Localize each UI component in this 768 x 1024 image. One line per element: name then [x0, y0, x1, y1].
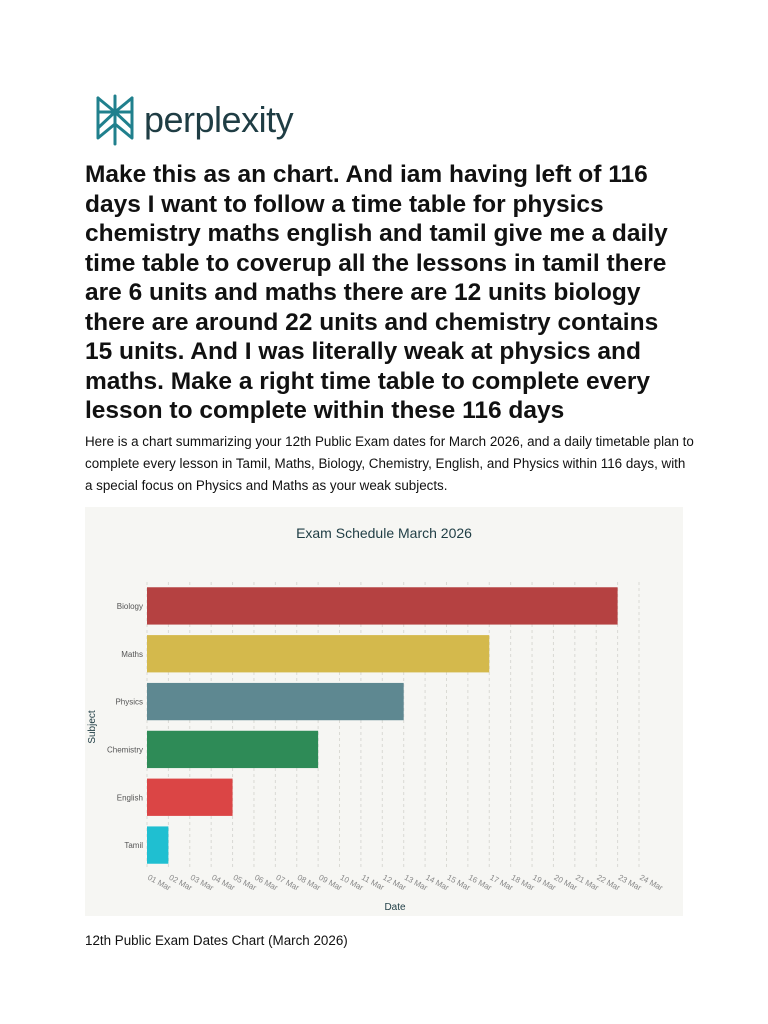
x-tick-label: 08 Mar: [295, 872, 323, 893]
question-heading: Make this as an chart. And iam having left of 116 days I want to follow a time table for physics chemistry maths english and tamil give me a daily time table to coverup all the lessons in tamil there are 6 units and maths there are 12 units biology there are around 22 units and chemistry contains 15 units. And I was literally weak at physics and maths. Make a right time table to complete every lesson to complete within these 116 days: [85, 161, 668, 424]
category-labels: [107, 602, 143, 850]
x-tick-label: 02 Mar: [167, 872, 194, 893]
exam-schedule-chart: [85, 507, 683, 916]
x-tick-label: 07 Mar: [274, 872, 301, 893]
category-label: English: [116, 793, 143, 803]
x-tick-label: 19 Mar: [531, 872, 558, 893]
x-tick-label: 13 Mar: [402, 872, 429, 893]
bar-chemistry: [147, 731, 318, 768]
perplexity-logo-icon: [94, 94, 136, 146]
chart-caption: 12th Public Exam Dates Chart (March 2026): [85, 933, 348, 948]
bar-biology: [147, 587, 618, 624]
x-tick-label: 03 Mar: [188, 872, 216, 893]
x-tick-label: 11 Mar: [359, 872, 386, 893]
x-tick-labels: [146, 873, 665, 893]
x-tick-label: 14 Mar: [424, 872, 451, 893]
x-tick-label: 06 Mar: [253, 872, 280, 893]
x-tick-label: 17 Mar: [488, 872, 515, 893]
x-tick-label: 21 Mar: [573, 872, 601, 893]
x-tick-label: 20 Mar: [552, 872, 579, 893]
bar-english: [147, 779, 233, 816]
chart-svg: [85, 507, 683, 916]
y-axis-label: Subject: [87, 710, 98, 744]
x-tick-label: 16 Mar: [466, 872, 494, 893]
brand-name: perplexity: [144, 99, 294, 140]
chart-title: Exam Schedule March 2026: [296, 525, 472, 541]
grid-lines: [147, 582, 639, 869]
x-tick-label: 22 Mar: [595, 872, 622, 893]
answer-text: Here is a chart summarizing your 12th Public Exam dates for March 2026, and a daily timetable plan to complete every lesson in Tamil, Maths, Biology, Chemistry, English, and Physics within 116 days, with a special focus on Physics and Maths as your weak subjects.: [85, 434, 694, 493]
category-label: Physics: [115, 697, 143, 707]
x-axis-label: Date: [384, 902, 406, 913]
category-label: Maths: [121, 649, 143, 659]
category-label: Tamil: [124, 841, 143, 851]
bar-tamil: [147, 826, 168, 863]
perplexity-logo: [94, 94, 293, 146]
x-tick-label: 10 Mar: [338, 872, 365, 893]
x-tick-label: 04 Mar: [210, 872, 237, 893]
x-tick-label: 18 Mar: [509, 872, 536, 893]
x-tick-label: 15 Mar: [445, 872, 472, 893]
x-tick-label: 12 Mar: [381, 872, 408, 893]
x-tick-label: 23 Mar: [616, 872, 643, 893]
x-tick-label: 01 Mar: [146, 872, 173, 893]
x-tick-label: 09 Mar: [317, 872, 344, 893]
bar-physics: [147, 683, 404, 720]
bar-maths: [147, 635, 489, 672]
x-tick-label: 24 Mar: [638, 872, 665, 893]
category-label: Biology: [116, 601, 143, 611]
category-label: Chemistry: [106, 745, 143, 755]
x-tick-label: 05 Mar: [231, 872, 258, 893]
